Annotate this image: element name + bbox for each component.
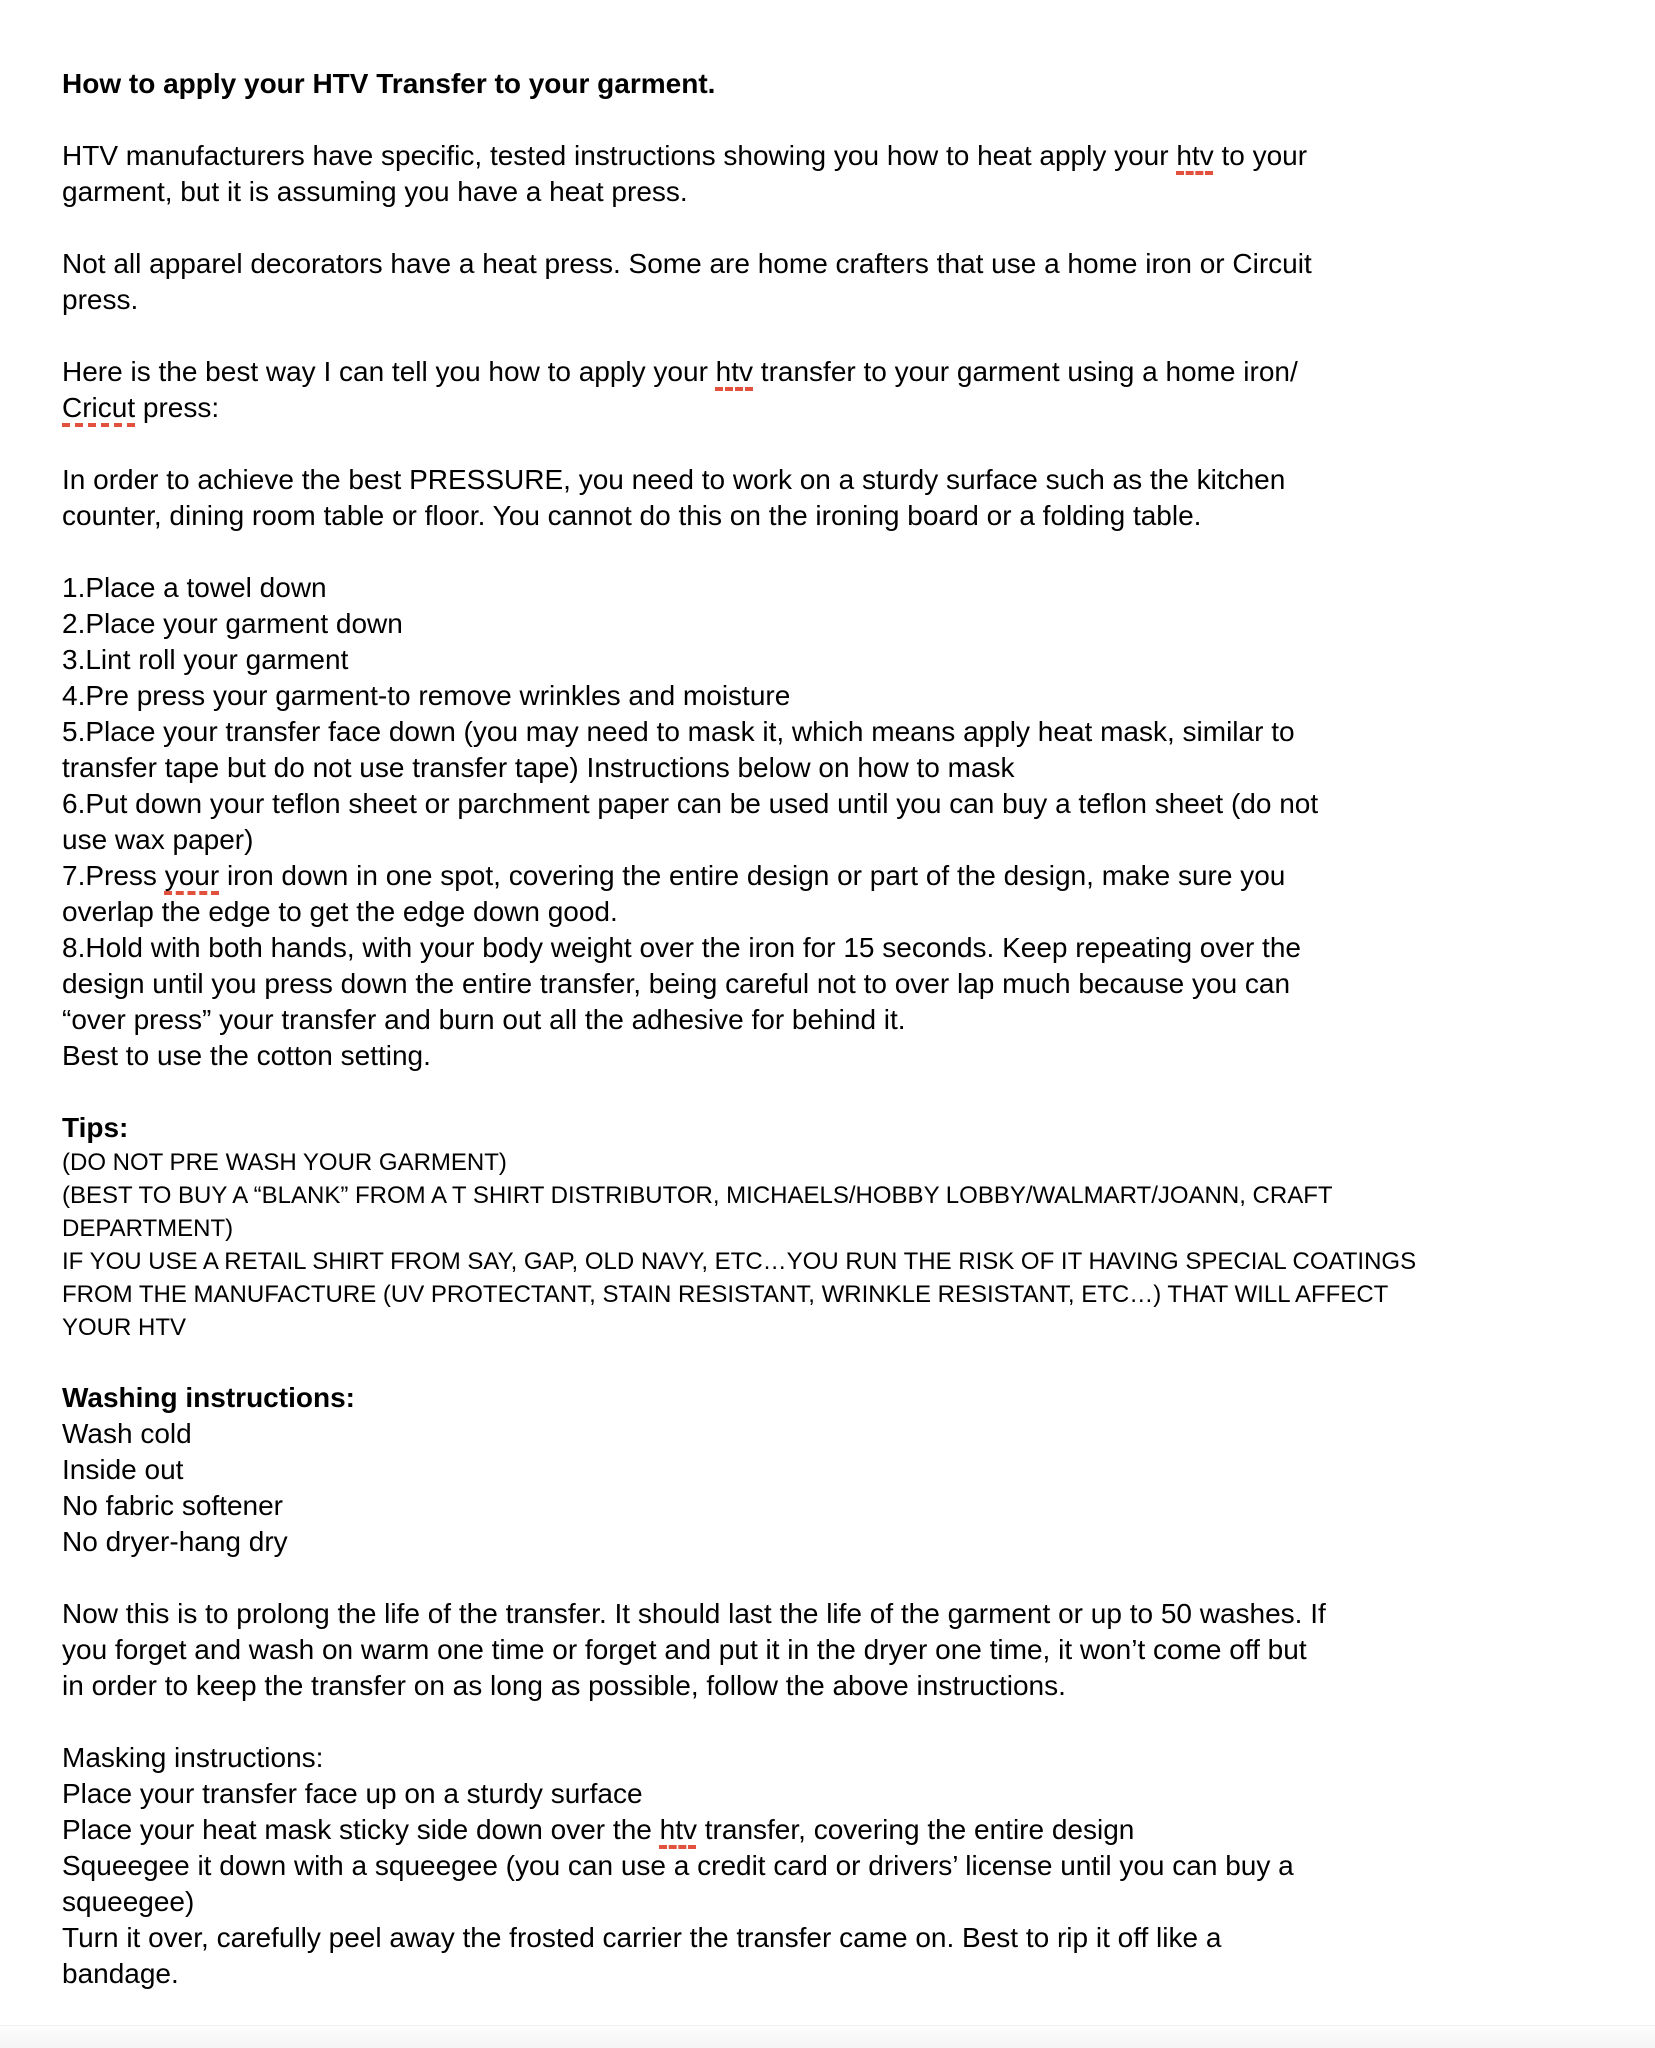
tips-list [62,1146,1597,1344]
text-line: Wash cold [62,1418,192,1449]
text-line: Tips: [62,1112,129,1143]
text-line: Not all apparel decorators have a heat press. Some are home crafters that use a home iron or Circuit [62,248,1312,279]
text-line [62,858,1597,894]
text-line: IF YOU USE A RETAIL SHIRT FROM SAY, GAP, OLD NAVY, ETC…YOU RUN THE RISK OF IT HAVING SPECIAL COATINGS [62,1248,1417,1275]
text-line: (DO NOT PRE WASH YOUR GARMENT) [62,1149,507,1176]
text-line: Now this is to prolong the life of the transfer. It should last the life of the garment or up to 50 washes. If [62,1598,1326,1629]
text-line: In order to achieve the best PRESSURE, you need to work on a sturdy surface such as the kitchen [62,464,1286,495]
paragraph-heat-press [62,246,1597,318]
text-line: No dryer-hang dry [62,1526,288,1557]
masking-instructions [62,1740,1597,1992]
text-line: 4.Pre press your garment-to remove wrinkles and moisture [62,680,791,711]
misspelled-word: Cricut [62,392,136,423]
text-segment: transfer, covering the entire design [696,1814,1135,1845]
text-line: Masking instructions: [62,1742,324,1773]
text-line [62,390,1597,426]
text-line [62,138,1597,174]
text-line: YOUR HTV [62,1314,187,1341]
text-segment: iron down in one spot, covering the entire design or part of the design, make sure you [219,860,1286,891]
text-line: FROM THE MANUFACTURE (UV PROTECTANT, STAIN RESISTANT, WRINKLE RESISTANT, ETC…) THAT WILL AFFECT [62,1281,1389,1308]
text-line: press. [62,284,139,315]
paragraph-best-way [62,354,1597,426]
tips-heading [62,1110,1597,1146]
text-segment: Place your heat mask sticky side down over the [62,1814,660,1845]
text-line: garment, but it is assuming you have a heat press. [62,176,688,207]
text-line: Best to use the cotton setting. [62,1040,431,1071]
text-segment: Here is the best way I can tell you how to apply your [62,356,716,387]
text-line: No fabric softener [62,1490,283,1521]
text-segment: to your [1213,140,1308,171]
text-line: overlap the edge to get the edge down good. [62,896,618,927]
text-line [62,1812,1597,1848]
text-segment: press: [135,392,220,423]
text-line: 2.Place your garment down [62,608,403,639]
text-line: (BEST TO BUY A “BLANK” FROM A T SHIRT DISTRIBUTOR, MICHAELS/HOBBY LOBBY/WALMART/JOANN, CRAFT [62,1182,1333,1209]
text-line: counter, dining room table or floor. You cannot do this on the ironing board or a folding table. [62,500,1202,531]
text-line: Place your transfer face up on a sturdy surface [62,1778,643,1809]
text-line: use wax paper) [62,824,254,855]
bottom-strip [0,2025,1655,2048]
doc-title [62,66,1597,102]
washing-heading [62,1380,1597,1416]
text-line: Washing instructions: [62,1382,355,1413]
text-line: 5.Place your transfer face down (you may need to mask it, which means apply heat mask, similar to [62,716,1295,747]
text-line: you forget and wash on warm one time or forget and put it in the dryer one time, it won’t come off but [62,1634,1307,1665]
paragraph-pressure [62,462,1597,534]
text-line: 8.Hold with both hands, with your body weight over the iron for 15 seconds. Keep repeating over the [62,932,1301,963]
text-line: 1.Place a towel down [62,572,327,603]
misspelled-word: htv [659,1814,697,1845]
text-segment: HTV manufacturers have specific, tested instructions showing you how to heat apply your [62,140,1177,171]
misspelled-word: your [164,860,220,891]
misspelled-word: htv [715,356,754,387]
paragraph-prolong [62,1596,1597,1704]
text-line: DEPARTMENT) [62,1215,234,1242]
misspelled-word: htv [1176,140,1214,171]
text-line: “over press” your transfer and burn out all the adhesive for behind it. [62,1004,906,1035]
numbered-steps [62,570,1597,1074]
text-segment: 7.Press [62,860,165,891]
intro-paragraph [62,138,1597,210]
text-line: squeegee) [62,1886,195,1917]
washing-list [62,1416,1597,1560]
text-line: bandage. [62,1958,179,1989]
text-line [62,354,1597,390]
text-line: Turn it over, carefully peel away the frosted carrier the transfer came on. Best to rip it off like a [62,1922,1222,1953]
text-line: design until you press down the entire transfer, being careful not to over lap much because you can [62,968,1291,999]
text-line: Squeegee it down with a squeegee (you can use a credit card or drivers’ license until you can buy a [62,1850,1294,1881]
text-segment: transfer to your garment using a home iron/ [753,356,1298,387]
text-line: Inside out [62,1454,184,1485]
text-line: 3.Lint roll your garment [62,644,349,675]
text-line: transfer tape but do not use transfer tape) Instructions below on how to mask [62,752,1015,783]
text-line: 6.Put down your teflon sheet or parchment paper can be used until you can buy a teflon sheet (do not [62,788,1319,819]
text-line: in order to keep the transfer on as long as possible, follow the above instructions. [62,1670,1066,1701]
text-line: How to apply your HTV Transfer to your garment. [62,68,716,99]
